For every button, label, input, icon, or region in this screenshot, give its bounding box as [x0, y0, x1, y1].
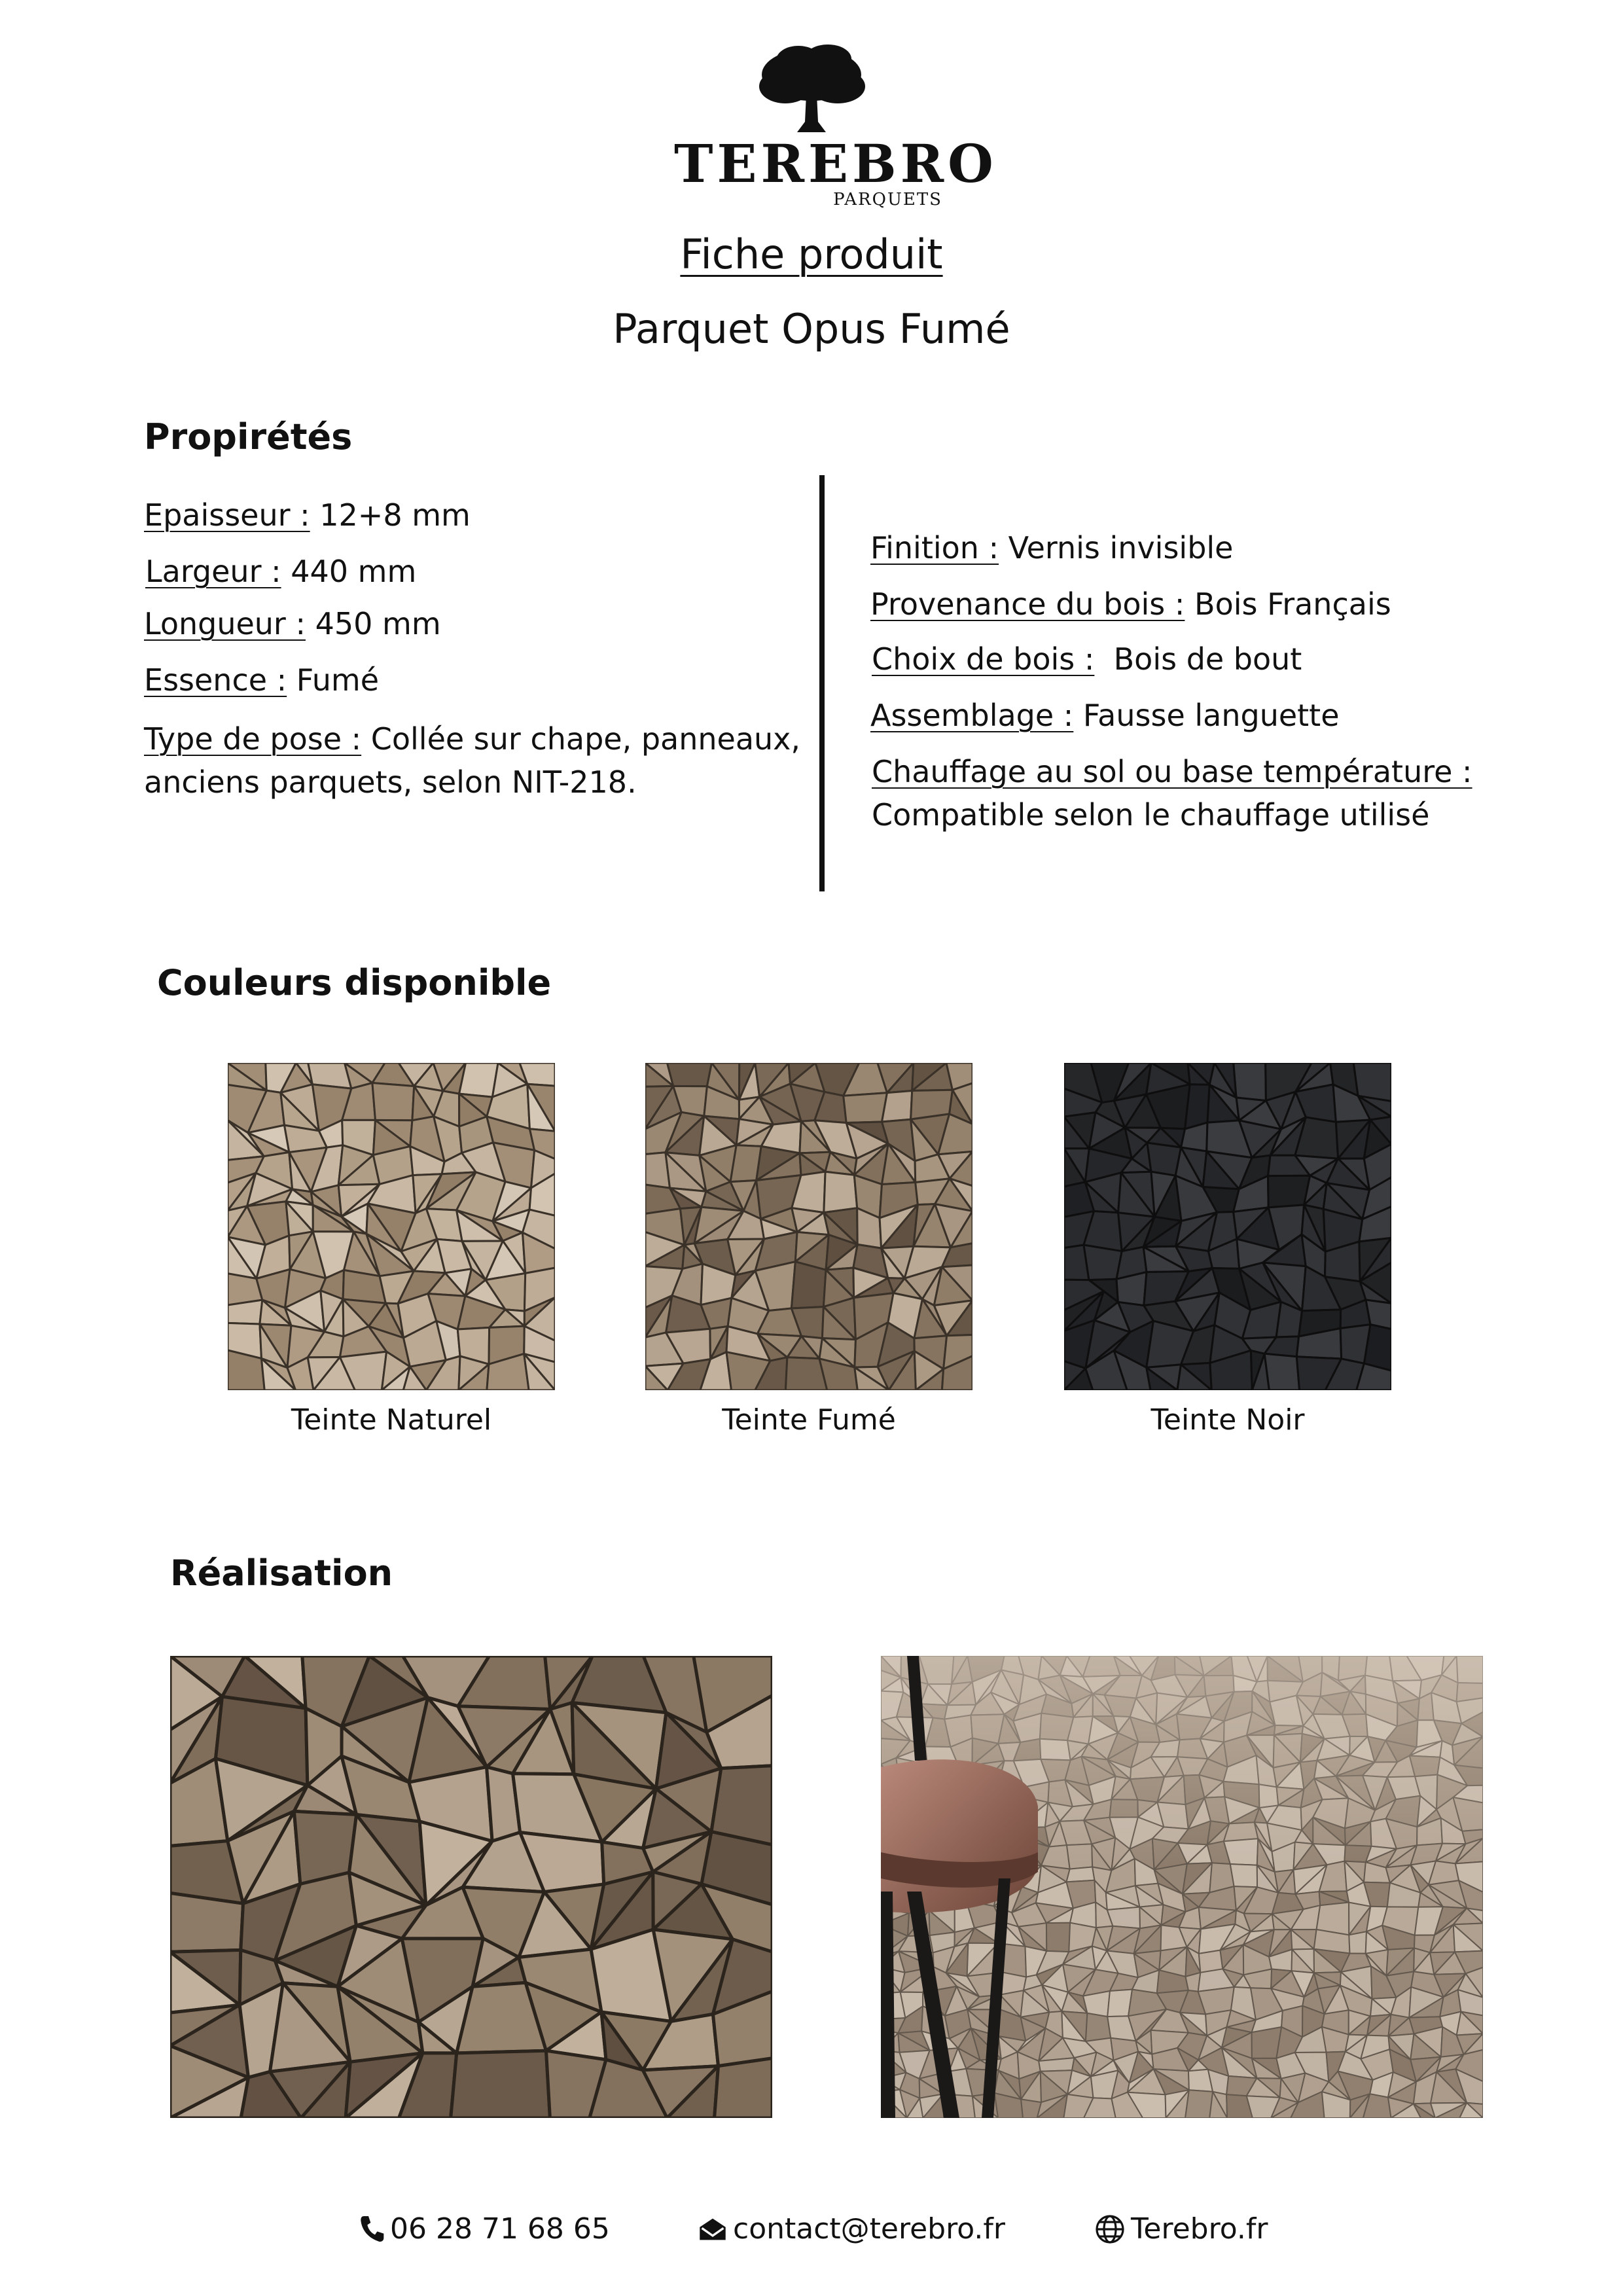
property-value: Fausse languette — [1073, 698, 1340, 733]
realisation-photo-closeup — [170, 1656, 772, 2118]
property-provenance — [870, 583, 1391, 626]
property-value-continued: Compatible selon le chauffage utilisé — [872, 797, 1430, 833]
property-value: 440 mm — [281, 554, 417, 589]
phone-number: 06 28 71 68 65 — [390, 2212, 610, 2246]
realisation-photo-room — [881, 1656, 1483, 2118]
swatch-label-fume: Teinte Fumé — [722, 1403, 896, 1437]
property-label: Epaisseur : — [144, 497, 310, 533]
page-title: Parquet Opus Fumé — [613, 305, 1010, 353]
property-assemblage — [870, 694, 1340, 737]
globe-icon — [1094, 2214, 1126, 2245]
property-value: 450 mm — [305, 606, 441, 641]
property-label: Largeur : — [145, 554, 281, 589]
property-value: Bois de bout — [1094, 641, 1302, 677]
property-largeur — [145, 550, 416, 593]
swatch-label-naturel: Teinte Naturel — [291, 1403, 492, 1437]
properties-heading: Propirétés — [144, 416, 353, 457]
swatch-fume — [645, 1063, 972, 1390]
website-url: Terebro.fr — [1131, 2212, 1268, 2246]
property-value: Bois Français — [1185, 586, 1391, 622]
property-finition — [870, 526, 1233, 569]
property-choix-de-bois — [872, 637, 1302, 681]
property-label: Chauffage au sol ou base température : — [872, 754, 1472, 789]
property-label: Choix de bois : — [872, 641, 1095, 677]
property-label: Longueur : — [144, 606, 306, 641]
contact-email[interactable] — [698, 2212, 1005, 2246]
property-label: Assemblage : — [870, 698, 1074, 733]
column-divider — [819, 475, 825, 891]
property-value: Vernis invisible — [999, 530, 1234, 565]
swatch-noir — [1064, 1063, 1391, 1390]
property-value: Fumé — [287, 662, 380, 698]
property-longueur — [144, 602, 441, 645]
email-address: contact@terebro.fr — [733, 2212, 1005, 2246]
realisation-heading: Réalisation — [170, 1552, 393, 1594]
colors-heading: Couleurs disponible — [157, 962, 552, 1003]
brand-logo — [674, 43, 997, 213]
brand-name: TEREBRO — [674, 133, 997, 194]
tree-icon — [753, 43, 870, 135]
property-label: Type de pose : — [144, 721, 362, 757]
property-type-de-pose — [144, 717, 800, 804]
swatch-label-noir: Teinte Noir — [1150, 1403, 1305, 1437]
contact-phone[interactable] — [359, 2212, 610, 2246]
property-label: Essence : — [144, 662, 287, 698]
document-type: Fiche produit — [680, 230, 943, 278]
property-value-continued: anciens parquets, selon NIT-218. — [144, 764, 637, 800]
swatch-naturel — [228, 1063, 555, 1390]
contact-website[interactable] — [1094, 2212, 1268, 2246]
phone-icon — [359, 2214, 385, 2245]
property-epaisseur — [144, 493, 471, 537]
property-chauffage — [872, 750, 1472, 836]
brand-subtitle: PARQUETS — [833, 190, 942, 209]
property-label: Finition : — [870, 530, 999, 565]
property-value: Collée sur chape, panneaux, — [361, 721, 801, 757]
property-value: 12+8 mm — [310, 497, 471, 533]
property-label: Provenance du bois : — [870, 586, 1185, 622]
envelope-icon — [698, 2216, 728, 2242]
property-essence — [144, 658, 379, 702]
